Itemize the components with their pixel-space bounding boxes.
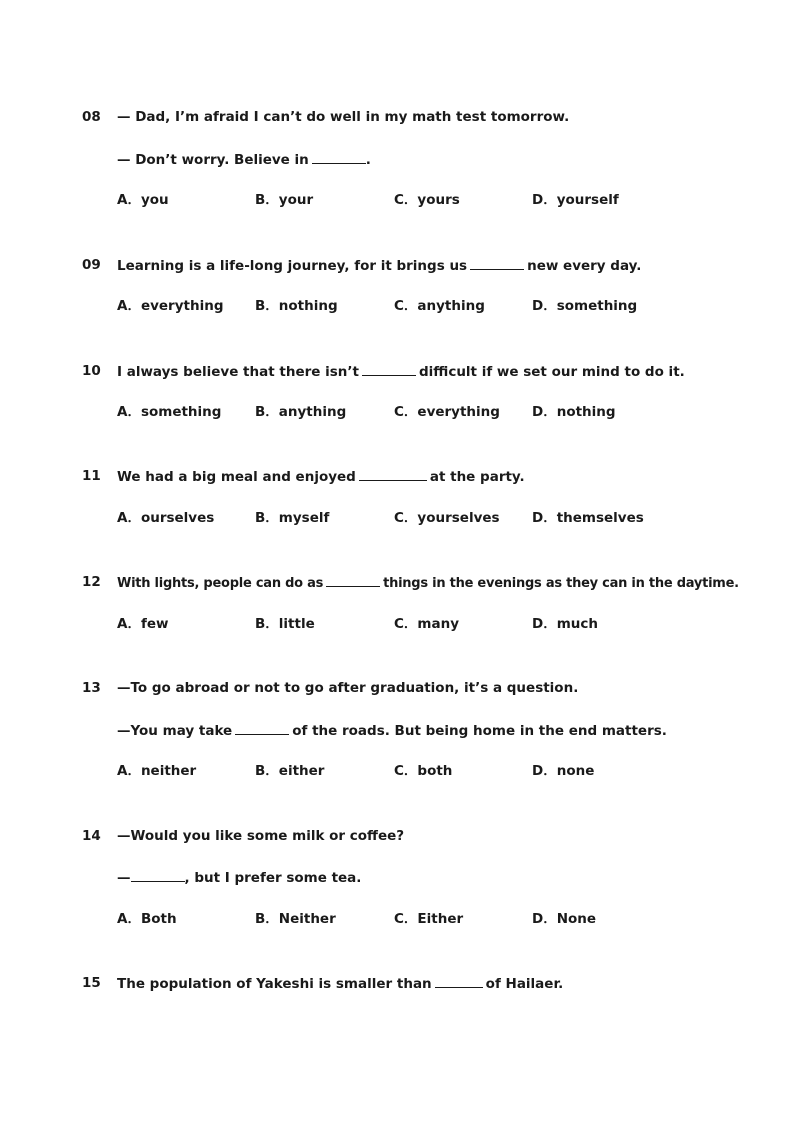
answer-blank[interactable] xyxy=(359,466,427,481)
option-d[interactable]: D．yourself xyxy=(532,192,619,208)
options-row xyxy=(117,761,677,781)
stem-text: —To go abroad or not to go after graduation, it’s a question. xyxy=(117,680,579,696)
option-c[interactable]: C．yours xyxy=(394,192,460,208)
option-c[interactable]: C．many xyxy=(394,616,459,632)
option-c[interactable]: C．both xyxy=(394,763,453,779)
question-reply xyxy=(117,867,361,887)
option-c[interactable]: C．yourselves xyxy=(394,510,500,526)
stem-text: Learning is a life-long journey, for it brings us xyxy=(117,258,468,274)
question-number: 08 xyxy=(82,109,101,125)
answer-blank[interactable] xyxy=(435,973,483,988)
options-row xyxy=(117,296,677,316)
stem-text-after: of the roads. But being home in the end matters. xyxy=(292,723,667,739)
option-a[interactable]: A．something xyxy=(117,404,222,420)
option-a[interactable]: A．Both xyxy=(117,911,177,927)
stem-text: —You may take xyxy=(117,723,233,739)
stem-text: — xyxy=(117,870,131,886)
stem-text: The population of Yakeshi is smaller than xyxy=(117,976,432,992)
stem-text-after: difficult if we set our mind to do it. xyxy=(418,364,685,380)
option-d[interactable]: D．themselves xyxy=(532,510,644,526)
option-d[interactable]: D．much xyxy=(532,616,598,632)
option-a[interactable]: A．neither xyxy=(117,763,197,779)
stem-text: — Dad, I’m afraid I can’t do well in my math test tomorrow. xyxy=(117,109,570,125)
answer-blank[interactable] xyxy=(470,255,524,270)
option-b[interactable]: B．either xyxy=(255,763,325,779)
option-b[interactable]: B．nothing xyxy=(255,298,338,314)
options-row xyxy=(117,508,677,528)
question-stem xyxy=(117,826,404,846)
question-number: 13 xyxy=(82,680,101,696)
stem-text-after: new every day. xyxy=(527,258,642,274)
option-a[interactable]: A．ourselves xyxy=(117,510,215,526)
question-number: 11 xyxy=(82,468,101,484)
question-stem xyxy=(117,973,563,993)
question-number: 14 xyxy=(82,828,101,844)
option-c[interactable]: C．Either xyxy=(394,911,464,927)
option-a[interactable]: A．you xyxy=(117,192,169,208)
option-c[interactable]: C．anything xyxy=(394,298,485,314)
answer-blank[interactable] xyxy=(326,572,380,587)
question-number: 10 xyxy=(82,363,101,379)
option-d[interactable]: D．something xyxy=(532,298,638,314)
answer-blank[interactable] xyxy=(235,720,289,735)
option-b[interactable]: B．Neither xyxy=(255,911,336,927)
options-row xyxy=(117,614,677,634)
stem-text: — Don’t worry. Believe in xyxy=(117,152,309,168)
option-b[interactable]: B．myself xyxy=(255,510,330,526)
option-d[interactable]: D．nothing xyxy=(532,404,616,420)
question-number: 15 xyxy=(82,975,101,991)
option-a[interactable]: A．few xyxy=(117,616,169,632)
option-d[interactable]: D．None xyxy=(532,911,597,927)
stem-text-after: of Hailaer. xyxy=(485,976,564,992)
answer-blank[interactable] xyxy=(131,867,185,882)
option-b[interactable]: B．anything xyxy=(255,404,347,420)
question-number: 12 xyxy=(82,574,101,590)
options-row xyxy=(117,190,677,210)
question-stem xyxy=(117,255,641,275)
question-stem xyxy=(117,107,569,127)
question-stem xyxy=(117,466,525,486)
option-a[interactable]: A．everything xyxy=(117,298,224,314)
option-c[interactable]: C．everything xyxy=(394,404,500,420)
question-stem xyxy=(117,678,578,698)
question-stem xyxy=(117,572,739,592)
option-b[interactable]: B．little xyxy=(255,616,315,632)
question-reply xyxy=(117,720,667,740)
question-stem xyxy=(117,361,685,381)
stem-text-after: . xyxy=(365,152,371,168)
question-reply xyxy=(117,149,371,169)
stem-text: I always believe that there isn’t xyxy=(117,364,359,380)
stem-text: —Would you like some milk or coffee? xyxy=(117,828,405,844)
answer-blank[interactable] xyxy=(362,361,416,376)
options-row xyxy=(117,909,677,929)
option-d[interactable]: D．none xyxy=(532,763,595,779)
stem-text: We had a big meal and enjoyed xyxy=(117,469,356,485)
option-b[interactable]: B．your xyxy=(255,192,314,208)
answer-blank[interactable] xyxy=(312,149,366,164)
question-number: 09 xyxy=(82,257,101,273)
stem-text-after: , but I prefer some tea. xyxy=(184,870,362,886)
stem-text: With lights, people can do as xyxy=(117,576,324,591)
options-row xyxy=(117,402,677,422)
stem-text-after: things in the evenings as they can in the daytime. xyxy=(383,576,739,591)
stem-text-after: at the party. xyxy=(429,469,525,485)
